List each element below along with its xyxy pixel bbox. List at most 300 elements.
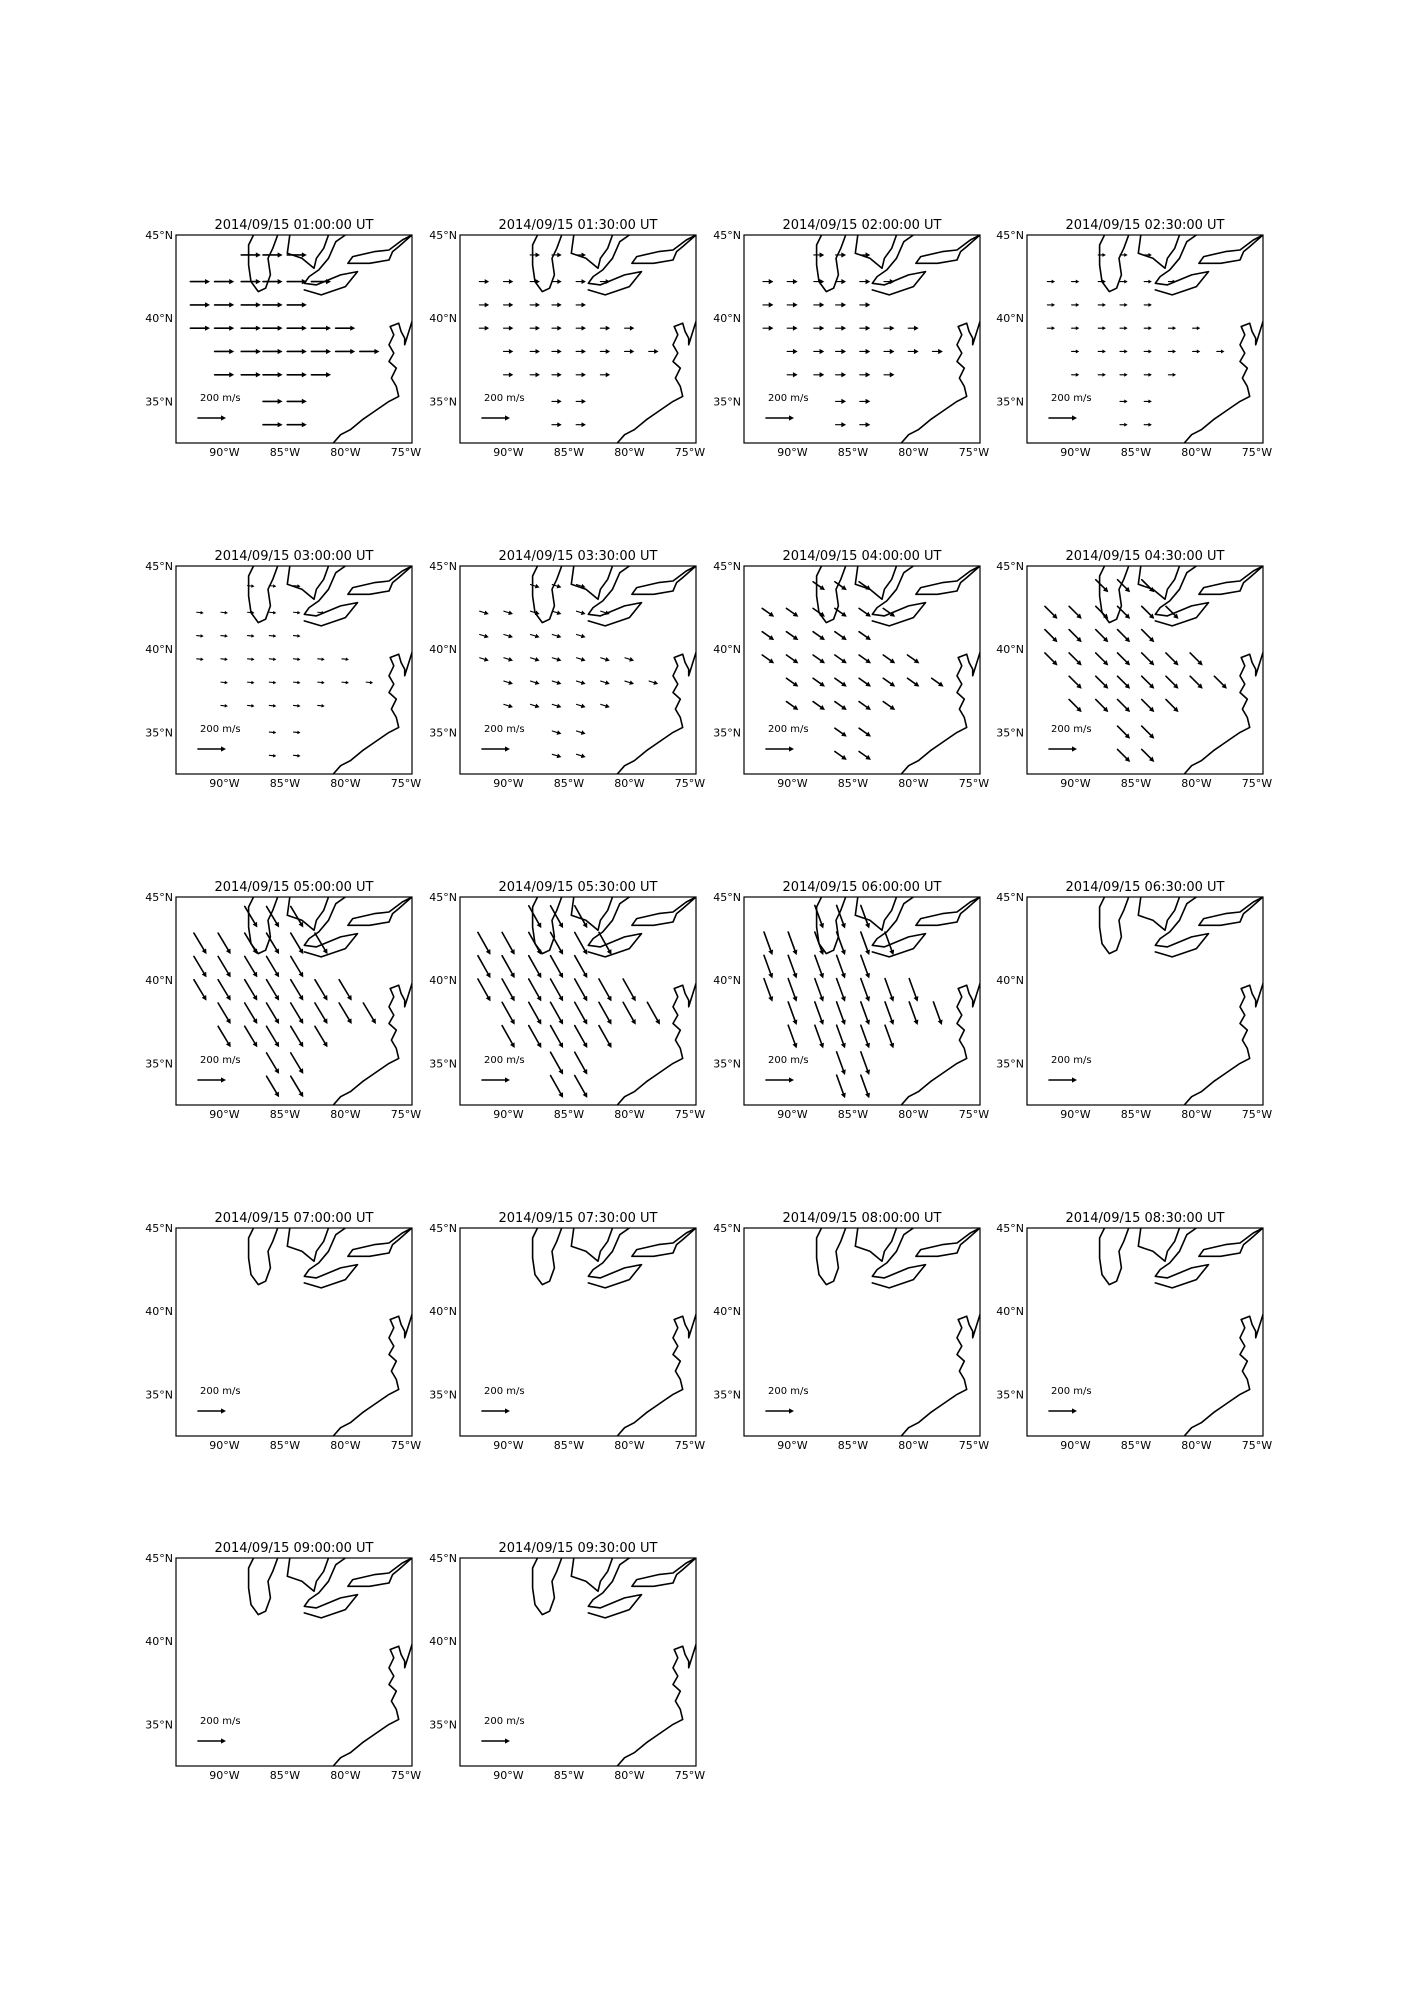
x-tick-label: 75°W	[1241, 1108, 1273, 1121]
quiver-key-arrow	[482, 1738, 510, 1743]
wind-vector	[215, 326, 235, 331]
map-panel	[713, 549, 989, 790]
wind-vector	[883, 655, 895, 663]
panel-title: 2014/09/15 08:30:00 UT	[1065, 1211, 1225, 1226]
coastline-path	[1100, 897, 1129, 954]
wind-vector	[311, 326, 331, 331]
y-tick-label: 40°N	[996, 643, 1024, 657]
quiver-key-label: 200 m/s	[768, 1386, 809, 1397]
coastline-path	[632, 566, 696, 594]
wind-vector	[1190, 676, 1203, 689]
wind-vector	[1168, 350, 1176, 354]
coastline	[1100, 1228, 1263, 1436]
wind-vector	[1166, 676, 1179, 689]
x-tick-label: 75°W	[958, 446, 990, 459]
wind-vector	[504, 610, 513, 615]
wind-vector	[529, 979, 542, 1001]
coastline-path	[348, 897, 412, 925]
x-tick-label: 80°W	[614, 446, 645, 459]
panel-title: 2014/09/15 04:30:00 UT	[1065, 549, 1225, 564]
quiver-key-arrow	[198, 1738, 226, 1743]
wind-vector	[1096, 653, 1109, 666]
coastline-path	[1199, 1228, 1263, 1256]
wind-vector	[813, 655, 825, 663]
wind-vector	[339, 1003, 352, 1024]
coastline-path	[333, 322, 412, 444]
coastline-path	[333, 653, 412, 775]
wind-vector	[762, 655, 774, 663]
wind-vector	[815, 1002, 824, 1025]
wind-vector	[263, 252, 283, 257]
wind-vector	[788, 955, 797, 978]
wind-vector	[909, 979, 918, 1002]
wind-vector	[576, 704, 585, 709]
wind-vector	[786, 632, 798, 640]
x-tick-label: 85°W	[553, 1108, 585, 1121]
wind-vector	[197, 611, 204, 615]
map-frame	[744, 897, 980, 1105]
wind-vector	[1142, 606, 1155, 619]
wind-vector	[1072, 280, 1080, 284]
x-tick-label: 90°W	[493, 777, 524, 790]
y-tick-label: 40°N	[713, 312, 741, 326]
wind-vector	[478, 956, 491, 978]
map-panel	[429, 880, 705, 1121]
map-frame	[744, 235, 980, 443]
wind-vector	[815, 955, 824, 978]
wind-vector	[552, 349, 562, 354]
wind-vector	[835, 655, 847, 663]
wind-vector	[837, 932, 846, 955]
wind-vector	[1118, 676, 1131, 689]
wind-vector	[1144, 350, 1152, 354]
wind-vector	[1166, 699, 1179, 712]
wind-vector	[787, 302, 798, 307]
wind-vector	[575, 932, 588, 954]
wind-vector	[885, 1002, 894, 1025]
x-tick-label: 85°W	[269, 446, 301, 459]
wind-vector	[764, 932, 773, 955]
y-tick-label: 45°N	[713, 891, 741, 904]
wind-vector	[552, 704, 561, 709]
wind-vector	[218, 956, 231, 977]
coastline-path	[287, 235, 328, 268]
x-tick-label: 75°W	[390, 1769, 422, 1782]
wind-vector	[552, 422, 562, 427]
wind-vector	[836, 372, 847, 377]
wind-vector	[552, 657, 561, 662]
coastline-path	[571, 566, 612, 599]
wind-vector	[552, 326, 562, 331]
wind-vector	[836, 349, 847, 354]
wind-vector	[649, 349, 659, 354]
quiver-key-arrow	[766, 1408, 794, 1413]
coastline-path	[333, 1315, 412, 1437]
panel-title: 2014/09/15 07:00:00 UT	[214, 1211, 374, 1226]
wind-vector	[248, 657, 255, 661]
wind-vector	[786, 608, 798, 616]
x-tick-label: 80°W	[614, 1439, 645, 1452]
wind-vector	[860, 422, 871, 427]
coastline-path	[916, 897, 980, 925]
map-panel	[713, 1211, 989, 1452]
panel-title: 2014/09/15 03:30:00 UT	[498, 549, 658, 564]
wind-vector	[909, 1002, 918, 1025]
wind-vector	[552, 730, 561, 735]
x-tick-label: 90°W	[493, 1108, 524, 1121]
y-tick-label: 45°N	[145, 1222, 173, 1235]
coastline-path	[287, 897, 328, 930]
map-panel	[996, 549, 1272, 790]
y-tick-label: 35°N	[713, 1388, 741, 1402]
wind-vector	[1072, 326, 1080, 330]
y-tick-label: 45°N	[145, 229, 173, 242]
wind-vector	[907, 678, 919, 686]
wind-vector	[860, 279, 871, 284]
wind-vector	[836, 399, 847, 404]
wind-vector	[787, 279, 798, 284]
x-tick-label: 75°W	[674, 446, 706, 459]
y-tick-label: 40°N	[145, 1305, 173, 1319]
coastline	[1100, 235, 1263, 443]
wind-vector	[551, 1052, 564, 1074]
quiver-key-arrow	[198, 415, 226, 420]
coastline-path	[916, 235, 980, 263]
x-tick-label: 85°W	[1120, 777, 1152, 790]
wind-vector	[884, 349, 895, 354]
wind-vector	[269, 634, 276, 638]
wind-vector	[241, 252, 261, 257]
wind-vector	[552, 372, 562, 377]
wind-vector	[859, 751, 871, 759]
wind-vector	[786, 655, 798, 663]
wind-vector	[263, 422, 283, 427]
wind-vector	[218, 1026, 231, 1047]
x-tick-label: 75°W	[1241, 1439, 1273, 1452]
wind-vector	[221, 657, 228, 661]
wind-vector	[1142, 749, 1155, 762]
y-tick-label: 35°N	[996, 1057, 1024, 1071]
wind-vector	[576, 610, 585, 615]
wind-vector	[502, 1002, 515, 1024]
wind-vector	[859, 728, 871, 736]
x-tick-label: 90°W	[209, 1769, 240, 1782]
wind-vector	[269, 611, 276, 615]
panel-title: 2014/09/15 03:00:00 UT	[214, 549, 374, 564]
wind-vector	[287, 302, 307, 307]
wind-vector	[1118, 749, 1131, 762]
wind-vector	[502, 1026, 515, 1048]
panel-title: 2014/09/15 02:30:00 UT	[1065, 218, 1225, 233]
panel-title: 2014/09/15 05:30:00 UT	[498, 880, 658, 895]
wind-vector	[788, 932, 797, 955]
wind-vector	[576, 372, 586, 377]
y-tick-label: 45°N	[713, 229, 741, 242]
wind-vector	[263, 302, 283, 307]
y-tick-label: 35°N	[145, 395, 173, 409]
coastline	[249, 1228, 412, 1436]
wind-vector	[263, 279, 283, 284]
x-tick-label: 85°W	[837, 777, 869, 790]
wind-vector	[576, 279, 586, 284]
wind-vector	[576, 680, 585, 685]
wind-vector	[194, 956, 207, 977]
map-panel	[429, 1211, 705, 1452]
wind-vector	[269, 657, 276, 661]
x-tick-label: 80°W	[330, 1439, 361, 1452]
wind-vector	[287, 372, 307, 377]
wind-vector	[530, 372, 540, 377]
coastline	[817, 235, 980, 443]
wind-vector	[1096, 676, 1109, 689]
wind-vector	[787, 349, 798, 354]
wind-vector	[245, 933, 258, 954]
coastline-path	[533, 1228, 562, 1285]
wind-vector	[197, 634, 204, 638]
wind-vector	[861, 1002, 870, 1025]
wind-vector	[1214, 676, 1227, 689]
y-tick-label: 45°N	[996, 1222, 1024, 1235]
wind-vector	[218, 1003, 231, 1024]
wind-vector	[552, 754, 561, 759]
wind-vector	[530, 657, 539, 662]
wind-vector	[601, 657, 610, 662]
wind-vector	[529, 932, 542, 954]
map-panel	[713, 880, 989, 1121]
x-tick-label: 90°W	[777, 446, 808, 459]
wind-vector	[267, 1076, 280, 1097]
wind-vector	[599, 1026, 612, 1048]
wind-vector	[342, 657, 349, 661]
wind-vector	[552, 610, 561, 615]
wind-vector	[1144, 280, 1152, 284]
x-tick-label: 85°W	[269, 1108, 301, 1121]
wind-vector	[1069, 699, 1082, 712]
wind-vector	[480, 657, 489, 662]
wind-vector	[625, 680, 634, 685]
wind-vector	[1144, 423, 1152, 427]
coastline-path	[632, 1228, 696, 1256]
wind-vector	[1144, 373, 1152, 377]
panel-title: 2014/09/15 09:30:00 UT	[498, 1541, 658, 1556]
map-panel	[429, 549, 705, 790]
y-tick-label: 45°N	[429, 1552, 457, 1565]
wind-vector	[1168, 326, 1176, 330]
wind-vector	[786, 678, 798, 686]
coastline-path	[855, 235, 896, 268]
y-tick-label: 45°N	[429, 1222, 457, 1235]
coastline	[1100, 566, 1263, 774]
wind-vector	[907, 655, 919, 663]
wind-vector	[813, 678, 825, 686]
x-tick-label: 80°W	[330, 1108, 361, 1121]
wind-vector	[814, 349, 825, 354]
wind-vector	[269, 731, 276, 735]
wind-vector	[504, 704, 513, 709]
wind-vector	[861, 1075, 870, 1098]
wind-vector	[360, 349, 380, 354]
map-panel	[996, 1211, 1272, 1452]
quiver-key-arrow	[198, 746, 226, 751]
wind-vector	[263, 372, 283, 377]
coastline	[249, 566, 412, 774]
panel-title: 2014/09/15 06:00:00 UT	[782, 880, 942, 895]
wind-vector	[884, 326, 895, 331]
panel-title: 2014/09/15 02:00:00 UT	[782, 218, 942, 233]
map-panel	[429, 218, 705, 459]
wind-vector	[859, 632, 871, 640]
y-tick-label: 35°N	[429, 1057, 457, 1071]
x-tick-label: 90°W	[493, 446, 524, 459]
x-tick-label: 75°W	[390, 1439, 422, 1452]
y-tick-label: 35°N	[429, 1388, 457, 1402]
coastline	[533, 1228, 696, 1436]
y-tick-label: 40°N	[996, 1305, 1024, 1319]
wind-vector	[576, 754, 585, 759]
wind-vector	[248, 681, 255, 685]
wind-vector	[215, 372, 235, 377]
map-panel	[145, 218, 421, 459]
wind-vector	[552, 399, 562, 404]
wind-vector	[1096, 630, 1109, 643]
x-tick-label: 90°W	[209, 777, 240, 790]
wind-vector	[576, 634, 585, 639]
wind-vector	[552, 634, 561, 639]
coastline-path	[304, 235, 357, 295]
wind-vector	[1118, 726, 1131, 739]
x-tick-label: 85°W	[1120, 1108, 1152, 1121]
wind-vector	[269, 704, 276, 708]
coastline-path	[304, 566, 357, 626]
y-tick-label: 35°N	[429, 726, 457, 740]
y-tick-label: 40°N	[713, 643, 741, 657]
wind-vector	[552, 302, 562, 307]
map-panel	[713, 218, 989, 459]
wind-vector	[576, 349, 586, 354]
wind-vector	[599, 979, 612, 1001]
wind-vector	[530, 704, 539, 709]
wind-vector	[1069, 653, 1082, 666]
wind-vector	[814, 252, 825, 257]
coastline-path	[1184, 1315, 1263, 1437]
wind-vector	[813, 582, 825, 590]
wind-vector	[1047, 326, 1055, 330]
wind-vector	[787, 326, 798, 331]
wind-vector	[1118, 653, 1131, 666]
quiver-key-label: 200 m/s	[200, 1386, 241, 1397]
wind-vector	[861, 1052, 870, 1075]
wind-vector	[860, 372, 871, 377]
wind-vector	[551, 1075, 564, 1097]
wind-vector	[1072, 373, 1080, 377]
y-tick-label: 35°N	[145, 726, 173, 740]
wind-vector	[859, 655, 871, 663]
coastline-path	[617, 984, 696, 1106]
x-tick-label: 85°W	[1120, 446, 1152, 459]
x-tick-label: 80°W	[330, 1769, 361, 1782]
x-tick-label: 85°W	[837, 1439, 869, 1452]
wind-vector	[551, 956, 564, 978]
x-tick-label: 90°W	[777, 777, 808, 790]
wind-vector	[504, 634, 513, 639]
map-frame	[460, 897, 696, 1105]
wind-vector	[1193, 350, 1201, 354]
wind-vector	[530, 680, 539, 685]
wind-vector	[1098, 373, 1106, 377]
wind-vector	[786, 702, 798, 710]
y-tick-label: 40°N	[429, 1305, 457, 1319]
wind-vector	[294, 704, 301, 708]
wind-vector	[883, 678, 895, 686]
wind-vector	[576, 657, 585, 662]
wind-vector	[221, 704, 228, 708]
wind-vector	[552, 680, 561, 685]
panel-title: 2014/09/15 01:00:00 UT	[214, 218, 374, 233]
wind-vector	[763, 302, 774, 307]
coastline-path	[1184, 984, 1263, 1106]
y-tick-label: 45°N	[145, 560, 173, 573]
quiver-key-arrow	[1049, 1408, 1077, 1413]
wind-vector	[1047, 280, 1055, 284]
quiver-key-arrow	[1049, 1077, 1077, 1082]
wind-vector	[762, 608, 774, 616]
wind-vector	[241, 349, 261, 354]
wind-vector	[1045, 653, 1058, 666]
coastline-path	[348, 1558, 412, 1586]
wind-vector	[814, 372, 825, 377]
quiver-key-label: 200 m/s	[484, 724, 525, 735]
map-frame	[176, 897, 412, 1105]
quiver-key-label: 200 m/s	[200, 1055, 241, 1066]
y-tick-label: 40°N	[996, 974, 1024, 988]
coastline-path	[901, 653, 980, 775]
x-tick-label: 75°W	[674, 777, 706, 790]
wind-vector	[1098, 326, 1106, 330]
coastline	[817, 566, 980, 774]
y-tick-label: 45°N	[429, 229, 457, 242]
wind-vector	[245, 956, 258, 977]
wind-vector	[291, 956, 304, 977]
coastline-path	[1155, 235, 1208, 295]
wind-vector	[504, 657, 513, 662]
wind-vector	[1118, 699, 1131, 712]
wind-vector	[787, 372, 798, 377]
wind-vector	[859, 608, 871, 616]
y-tick-label: 45°N	[996, 560, 1024, 573]
map-frame	[176, 1558, 412, 1766]
wind-vector	[576, 326, 586, 331]
x-tick-label: 80°W	[898, 1108, 929, 1121]
y-tick-label: 35°N	[996, 1388, 1024, 1402]
wind-vector	[529, 1002, 542, 1024]
x-tick-label: 80°W	[614, 1769, 645, 1782]
wind-vector	[287, 326, 307, 331]
map-frame	[1027, 566, 1263, 774]
wind-vector	[339, 980, 352, 1001]
wind-vector	[1144, 326, 1152, 330]
wind-vector	[215, 302, 235, 307]
quiver-key-arrow	[766, 1077, 794, 1082]
wind-vector	[932, 678, 944, 686]
wind-vector	[1190, 653, 1203, 666]
wind-vector	[366, 681, 373, 685]
wind-vector	[837, 1002, 846, 1025]
wind-vector	[315, 980, 328, 1001]
x-tick-label: 90°W	[493, 1769, 524, 1782]
coastline-path	[588, 1558, 641, 1618]
x-tick-label: 90°W	[209, 1108, 240, 1121]
quiver-key-label: 200 m/s	[200, 724, 241, 735]
